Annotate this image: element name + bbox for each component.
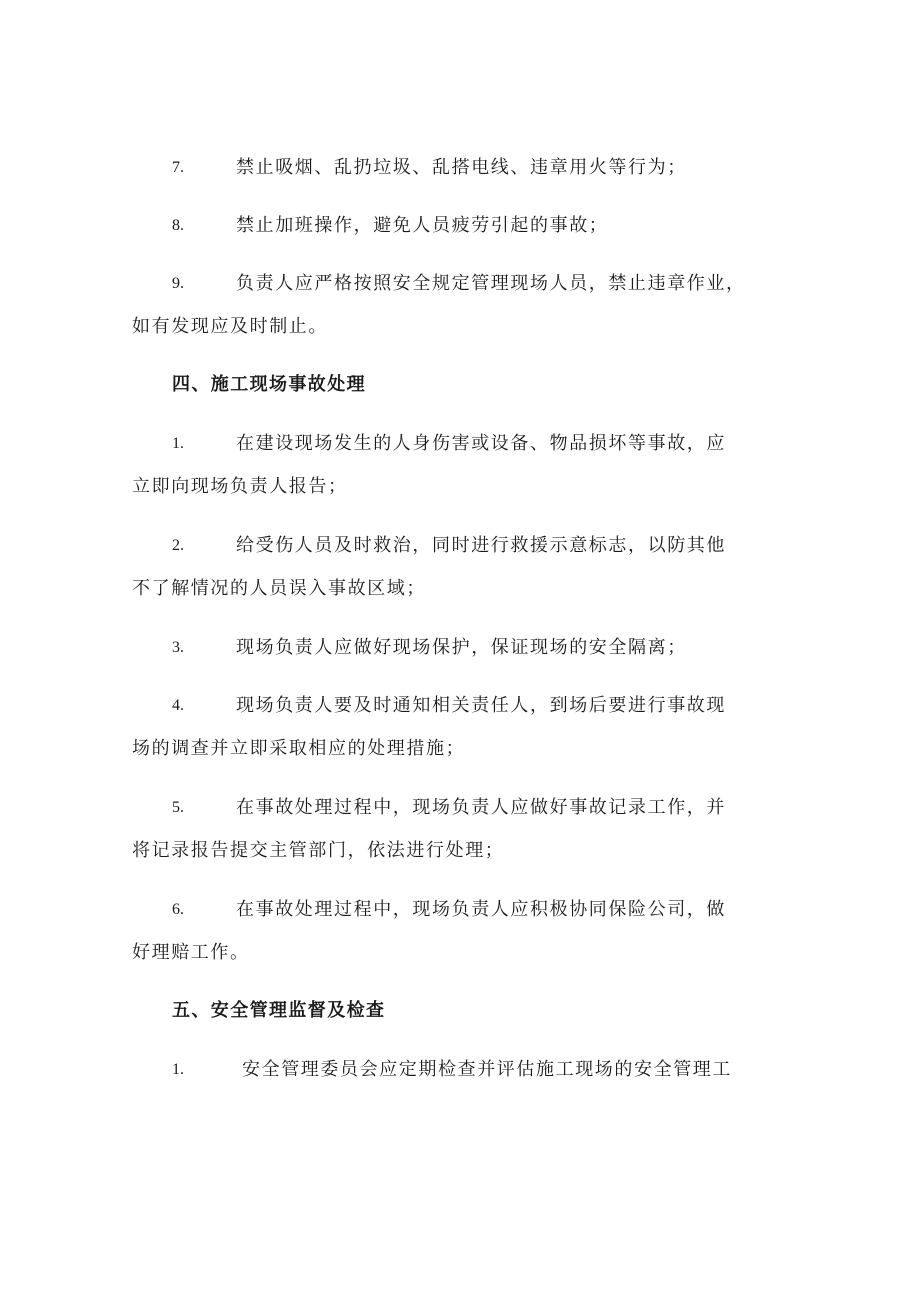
item-text-line: 将记录报告提交主管部门，依法进行处理； [132, 840, 505, 861]
item-text-line: 场的调查并立即采取相应的处理措施； [132, 738, 466, 759]
item-text-line: 在建设现场发生的人身伤害或设备、物品损坏等事故，应 [236, 433, 726, 454]
item-number: 9. [172, 275, 184, 292]
item-text-line: 在事故处理过程中，现场负责人应积极协同保险公司，做 [236, 899, 726, 920]
section-heading: 五、安全管理监督及检查 [172, 1000, 386, 1021]
item-text-line: 如有发现应及时制止。 [132, 316, 328, 337]
item-number: 7. [172, 159, 184, 176]
item-text-line: 禁止加班操作，避免人员疲劳引起的事故； [236, 215, 609, 236]
item-number: 1. [172, 435, 184, 452]
item-number: 1. [172, 1061, 184, 1078]
item-text-line: 现场负责人应做好现场保护，保证现场的安全隔离； [236, 637, 687, 658]
section-heading: 四、施工现场事故处理 [172, 374, 366, 395]
item-text-line: 现场负责人要及时通知相关责任人，到场后要进行事故现 [236, 695, 726, 716]
item-number: 6. [172, 901, 184, 918]
item-text-line: 好理赔工作。 [132, 942, 250, 963]
item-text-line: 给受伤人员及时救治，同时进行救援示意标志，以防其他 [236, 535, 726, 556]
item-text-line: 安全管理委员会应定期检查并评估施工现场的安全管理工 [242, 1059, 732, 1080]
item-text-line: 负责人应严格按照安全规定管理现场人员，禁止违章作业， [236, 273, 746, 294]
item-text-line: 立即向现场负责人报告； [132, 476, 348, 497]
item-number: 4. [172, 697, 184, 714]
item-text-line: 禁止吸烟、乱扔垃圾、乱搭电线、违章用火等行为； [236, 157, 687, 178]
item-number: 5. [172, 799, 184, 816]
item-text-line: 不了解情况的人员误入事故区域； [132, 578, 426, 599]
item-number: 3. [172, 639, 184, 656]
item-number: 2. [172, 537, 184, 554]
item-number: 8. [172, 217, 184, 234]
item-text-line: 在事故处理过程中，现场负责人应做好事故记录工作，并 [236, 797, 726, 818]
